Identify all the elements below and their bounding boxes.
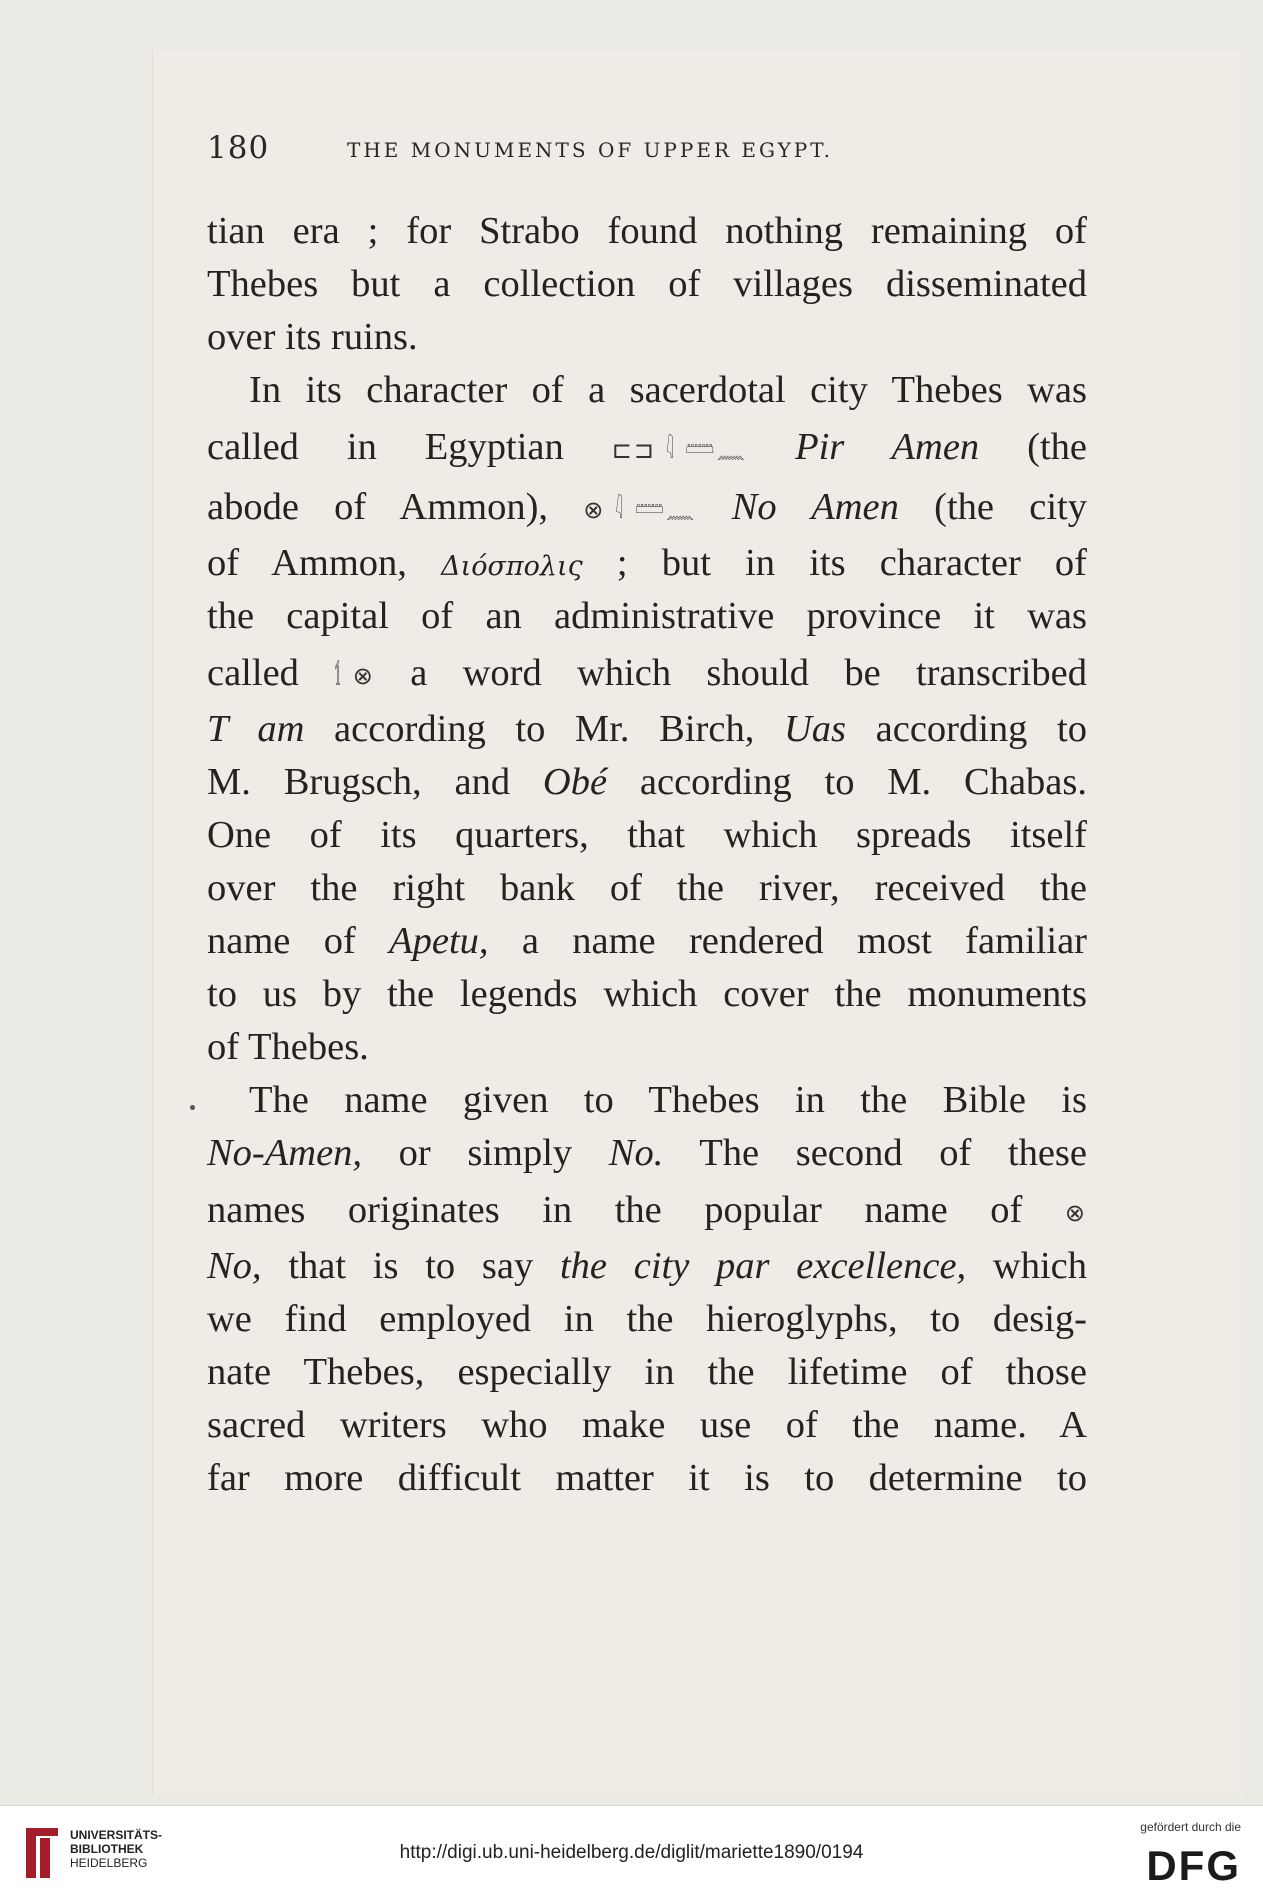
line-segment: ; but in its character of (616, 542, 1088, 584)
line-segment-italic: the city par excellence, (559, 1245, 967, 1287)
text-line (207, 703, 1087, 756)
footer-bar (0, 1805, 1263, 1899)
text-line (207, 537, 1087, 590)
body-text (207, 205, 1087, 1505)
text-line: Thebes but a collection of villages disseminated (207, 263, 1087, 305)
line-segment-italic: Apetu, (389, 920, 489, 962)
line-segment: The second of these (699, 1132, 1087, 1174)
line-segment: that is to say (288, 1245, 534, 1287)
funder-note: gefördert durch die (1140, 1820, 1241, 1834)
text-line: tian era ; for Strabo found nothing remaining of (207, 210, 1087, 252)
line-segment: called (207, 652, 299, 694)
line-segment-italic: Obé (542, 761, 608, 803)
text-line: of Thebes. (207, 1026, 369, 1068)
text-line (207, 643, 1087, 703)
text-line (207, 417, 1087, 477)
text-line (207, 756, 1087, 809)
line-segment: according to (875, 708, 1087, 750)
line-segment: (the (1027, 426, 1088, 468)
line-segment: or simply (398, 1132, 573, 1174)
text-line (207, 915, 1087, 968)
line-segment-italic: No-Amen, (207, 1132, 363, 1174)
running-title: THE MONUMENTS OF UPPER EGYPT. (347, 138, 834, 162)
line-segment-italic: Pir Amen (795, 426, 980, 468)
line-segment: called in Egyptian (207, 426, 564, 468)
text-line: The name given to Thebes in the Bible is (249, 1079, 1087, 1121)
permalink-url[interactable]: http://digi.ub.uni-heidelberg.de/diglit/mariette1890/0194 (399, 1842, 864, 1863)
line-segment: of Ammon, (207, 542, 407, 584)
line-segment: according to M. Chabas. (639, 761, 1087, 803)
text-line: we find employed in the hieroglyphs, to desig- (207, 1298, 1087, 1340)
text-line (207, 1180, 1087, 1240)
line-segment: name of (207, 920, 356, 962)
hieroglyph-icon: ⊏⊐ 𓇋 𓏠𓈖 (611, 436, 748, 465)
line-segment-italic: No, (207, 1245, 262, 1287)
text-line: sacred writers who make use of the name. A (207, 1404, 1087, 1446)
greek-word: Διόσπολις (441, 551, 583, 582)
line-segment: according to Mr. Birch, (334, 708, 755, 750)
library-line: HEIDELBERG (70, 1856, 148, 1870)
line-segment: M. Brugsch, and (207, 761, 511, 803)
text-line: nate Thebes, especially in the lifetime of those (207, 1351, 1087, 1393)
text-line (207, 477, 1087, 537)
text-line: to us by the legends which cover the monuments (207, 973, 1087, 1015)
speck-mark (190, 1105, 195, 1110)
library-line: UNIVERSITÄTS- (70, 1828, 163, 1842)
line-segment-italic: T am (207, 708, 305, 750)
text-line: over its ruins. (207, 316, 418, 358)
text-line: the capital of an administrative province it was (207, 595, 1087, 637)
line-segment: abode of Ammon), (207, 486, 549, 528)
dfg-logo: DFG (1146, 1842, 1241, 1889)
line-segment: a name rendered most familiar (521, 920, 1087, 962)
line-segment: names originates in the popular name of (207, 1189, 1023, 1231)
line-segment-italic: Uas (783, 708, 847, 750)
page-number: 180 (207, 130, 270, 166)
hieroglyph-icon: ⊗ (1064, 1199, 1087, 1228)
text-line (207, 1240, 1087, 1293)
text-line: One of its quarters, that which spreads itself (207, 814, 1087, 856)
text-line: over the right bank of the river, received the (207, 867, 1087, 909)
line-segment: a word which should be transcribed (410, 652, 1088, 694)
hieroglyph-icon: 𓌀 ⊗ (334, 662, 375, 691)
library-line: BIBLIOTHEK (70, 1842, 144, 1856)
line-segment-italic: No. (608, 1132, 664, 1174)
line-segment: which (992, 1245, 1088, 1287)
hieroglyph-icon: ⊗ 𓇋 𓏠𓈖 (583, 496, 697, 525)
text-line (207, 1127, 1087, 1180)
page-header (207, 130, 1087, 170)
text-line: far more difficult matter it is to determine to (207, 1457, 1087, 1499)
text-line: In its character of a sacerdotal city Thebes was (249, 369, 1087, 411)
line-segment-italic: No Amen (731, 486, 899, 528)
line-segment: (the city (934, 486, 1087, 528)
